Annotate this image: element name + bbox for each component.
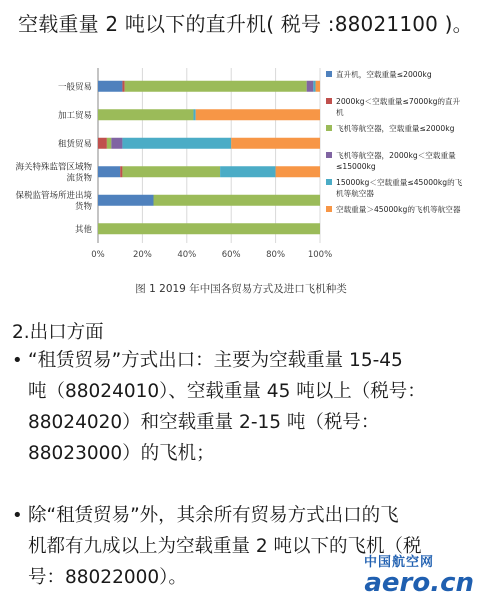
bar-segment bbox=[307, 81, 314, 92]
x-tick-label: 0% bbox=[91, 250, 105, 260]
bar-segment bbox=[313, 81, 315, 92]
x-tick-label: 80% bbox=[266, 250, 286, 260]
watermark-en-text: aero.cn bbox=[364, 568, 474, 598]
bar-segment bbox=[316, 81, 320, 92]
legend-swatch bbox=[326, 71, 332, 77]
category-label: 保税监管场所进出境 bbox=[15, 190, 92, 201]
category-label: 海关特殊监管区域物 bbox=[15, 162, 92, 173]
bar-segment bbox=[98, 81, 122, 92]
legend-label: ≤15000kg bbox=[336, 162, 376, 171]
category-label: 货物 bbox=[74, 201, 92, 212]
bar-segment bbox=[98, 138, 107, 149]
stacked-bar-chart bbox=[0, 62, 482, 277]
bullet-marker: • bbox=[12, 505, 23, 526]
bar-segment bbox=[122, 138, 231, 149]
legend-label: 飞机等航空器，空载重量≤2000kg bbox=[336, 124, 455, 133]
bar-segment bbox=[107, 138, 111, 149]
category-label: 流货物 bbox=[66, 173, 92, 184]
x-tick-label: 60% bbox=[221, 250, 241, 260]
bar-segment bbox=[122, 166, 220, 177]
category-label: 租赁贸易 bbox=[57, 139, 92, 150]
section-title: 2.出口方面 bbox=[12, 322, 104, 343]
bullet-line: 机都有九成以上为空载重量 2 吨以下的飞机（税 bbox=[28, 536, 422, 557]
bullet-line: 吨（88024010）、空载重量 45 吨以上（税号： bbox=[28, 381, 426, 402]
x-tick-label: 40% bbox=[177, 250, 197, 260]
legend-swatch bbox=[326, 152, 332, 158]
legend-label: 空载重量＞45000kg的飞机等航空器 bbox=[336, 205, 461, 214]
legend-label: 直升机，空载重量≤2000kg bbox=[336, 70, 432, 79]
legend-label: 15000kg＜空载重量≤45000kg的飞 bbox=[336, 178, 463, 187]
bar-segment bbox=[98, 166, 120, 177]
x-tick-label: 100% bbox=[307, 250, 333, 260]
bullet-line: 88024020）和空载重量 2-15 吨（税号： bbox=[28, 412, 380, 433]
bar-segment bbox=[196, 109, 320, 120]
bullet-item-lease-export bbox=[12, 345, 472, 469]
bar-segment bbox=[98, 223, 320, 234]
bar-segment bbox=[98, 109, 193, 120]
figure-caption: 图 1 2019 年中国各贸易方式及进口飞机种类 bbox=[135, 283, 347, 295]
bar-segment bbox=[111, 138, 122, 149]
category-label: 一般贸易 bbox=[57, 82, 92, 93]
bar-segment bbox=[122, 81, 124, 92]
bar-segment bbox=[120, 166, 122, 177]
bullet-line: 除“租赁贸易”外，其余所有贸易方式出口的飞 bbox=[28, 505, 399, 526]
legend-swatch bbox=[326, 179, 332, 185]
legend-label: 2000kg＜空载重量≤7000kg的直升 bbox=[336, 97, 461, 106]
category-label: 加工贸易 bbox=[57, 110, 92, 121]
legend-swatch bbox=[326, 125, 332, 131]
bar-segment bbox=[98, 195, 154, 206]
bullet-line: 88023000）的飞机； bbox=[28, 443, 215, 464]
intro-text-line: 空载重量 2 吨以下的直升机( 税号 :88021100 )。 bbox=[18, 12, 473, 36]
bar-segment bbox=[276, 166, 320, 177]
bullet-line: “租赁贸易”方式出口：主要为空载重量 15-45 bbox=[28, 350, 403, 371]
category-label: 其他 bbox=[74, 224, 92, 235]
x-tick-label: 20% bbox=[132, 250, 152, 260]
watermark-cn-text: 中国航空网 bbox=[363, 555, 434, 570]
bar-segment bbox=[125, 81, 307, 92]
bar-segment bbox=[231, 138, 320, 149]
bar-segment bbox=[154, 195, 321, 206]
legend-swatch bbox=[326, 206, 332, 212]
bar-segment bbox=[193, 109, 195, 120]
legend-swatch bbox=[326, 98, 332, 104]
legend-label: 飞机等航空器，2000kg＜空载重量 bbox=[336, 151, 456, 160]
bar-segment bbox=[220, 166, 276, 177]
legend-label: 机 bbox=[336, 108, 344, 117]
legend-label: 机等航空器 bbox=[336, 189, 374, 198]
bullet-marker: • bbox=[12, 350, 23, 371]
site-watermark-logo bbox=[364, 551, 474, 596]
bullet-line: 号：88022000）。 bbox=[28, 567, 187, 588]
